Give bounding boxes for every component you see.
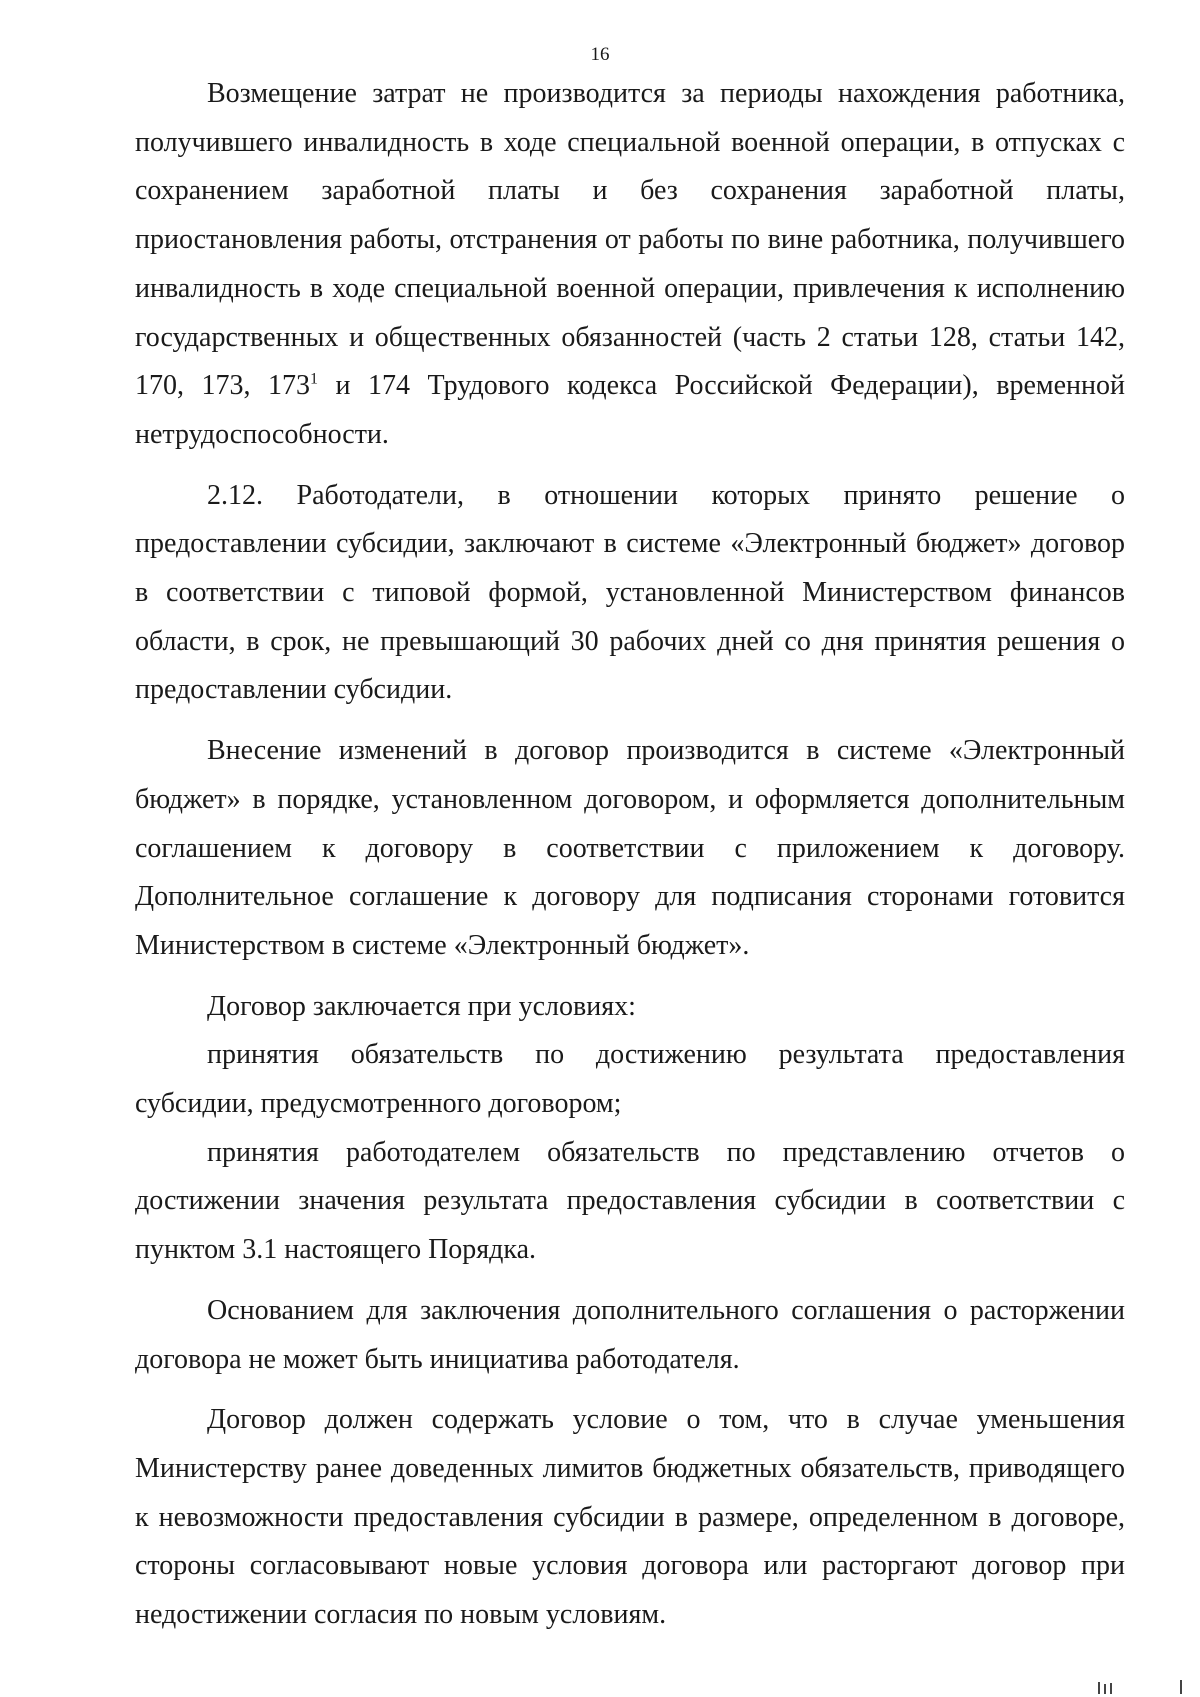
paragraph-cost-reimbursement — [135, 70, 1125, 460]
scan-artifact — [1110, 1683, 1112, 1694]
paragraph-text: и 174 Трудового кодекса Российской Федерации), временной нетрудоспособности. — [135, 370, 1126, 450]
scan-artifact — [1098, 1682, 1100, 1694]
paragraph-termination: Основанием для заключения дополнительного соглашения о расторжении договора не может быть инициатива работодателя. — [135, 1294, 1125, 1375]
paragraph-condition-1: принятия обязательств по достижению результата предоставления субсидии, предусмотренного договором; — [135, 1039, 1125, 1120]
document-body — [135, 70, 1125, 1640]
paragraph-condition-2: принятия работодателем обязательств по представлению отчетов о достижении значения результата предоставления субсидии в соответствии с пунктом 3.1 настоящего Порядка. — [135, 1136, 1125, 1266]
scan-artifact — [1104, 1684, 1106, 1694]
page-number: 16 — [590, 44, 610, 65]
paragraph-text: Возмещение затрат не производится за периоды нахождения работника, получившего инвалидность в ходе специальной военной операции, в отпусках с сохранением заработной платы и без сохранения заработной платы, приостановления работы, отстранения от работы по вине работника, получившего инвалидность в ходе специальной военной операции, привлечения к исполнению государственных и общественных обязанностей (часть 2 статьи 128, статьи 142, 170, 173, 173 — [135, 78, 1125, 402]
paragraph-amendments: Внесение изменений в договор производится в системе «Электронный бюджет» в порядке, установленном договором, и оформляется дополнительным соглашением к договору в соответствии с приложением к договору. Дополнительное соглашение к договору для подписания сторонами готовится Министерством в системе «Электронный бюджет». — [135, 735, 1125, 961]
paragraph-2-12: 2.12. Работодатели, в отношении которых принято решение о предоставлении субсидии, заключают в системе «Электронный бюджет» договор в соответствии с типовой формой, установленной Министерством финансов области, в срок, не превышающий 30 рабочих дней со дня принятия решения о предоставлении субсидии. — [135, 479, 1125, 706]
scan-artifact — [1180, 1680, 1182, 1694]
paragraph-conditions-intro: Договор заключается при условиях: — [207, 990, 636, 1022]
superscript: 1 — [310, 370, 319, 388]
paragraph-limits: Договор должен содержать условие о том, что в случае уменьшения Министерству ранее доведенных лимитов бюджетных обязательств, приводящего к невозможности предоставления субсидии в размере, определенном в договоре, стороны согласовывают новые условия договора или расторгают договор при недостижении согласия по новым условиям. — [135, 1404, 1125, 1631]
